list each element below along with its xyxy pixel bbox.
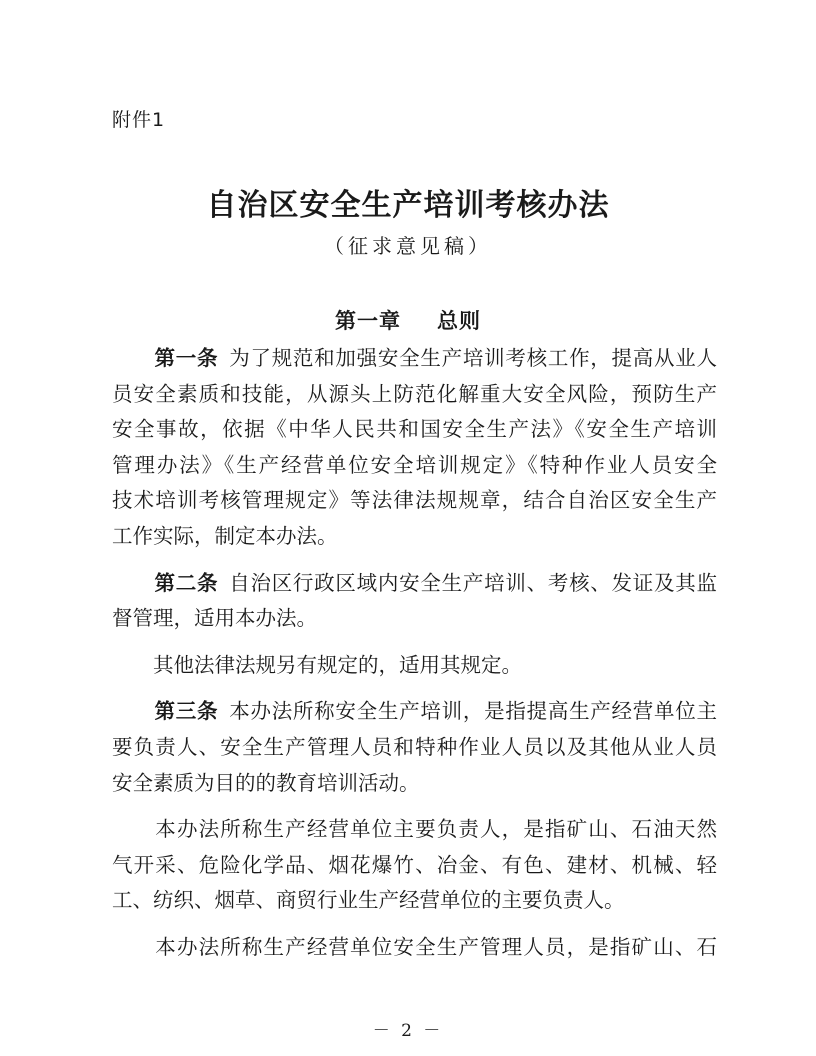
article-1-label: 第一条 — [154, 346, 219, 370]
article-3-p2-line-3: 工、纺织、烟草、商贸行业生产经营单位的主要负责人。 — [112, 888, 625, 913]
document-body — [112, 341, 717, 966]
chapter-name: 总则 — [437, 309, 481, 333]
chapter-number: 第一章 — [335, 309, 401, 333]
article-1-line-3: 安全事故，依据《中华人民共和国安全生产法》《安全生产培训 — [112, 417, 717, 442]
article-3-line-2: 要负责人、安全生产管理人员和特种作业人员以及其他从业人员 — [112, 734, 717, 759]
article-3-p2-line-2: 气开采、危险化学品、烟花爆竹、冶金、有色、建材、机械、轻 — [112, 852, 717, 877]
article-1-line-4: 管理办法》《生产经营单位安全培训规定》《特种作业人员安全 — [112, 452, 717, 477]
attachment-label: 附件1 — [112, 109, 166, 131]
article-3-label: 第三条 — [154, 699, 219, 724]
article-3-p3-line-1: 本办法所称生产经营单位安全生产管理人员，是指矿山、石 — [155, 934, 717, 959]
chapter-heading — [0, 305, 816, 335]
document-title: 自治区安全生产培训考核办法 — [206, 188, 610, 223]
article-3-line-3: 安全素质为目的的教育培训活动。 — [112, 770, 420, 795]
article-2-line-1: 第二条 自治区行政区域内安全生产培训、考核、发证及其监 — [154, 570, 717, 595]
article-1-line-6: 工作实际，制定本办法。 — [112, 523, 338, 548]
article-3-line-1: 第三条 本办法所称安全生产培训，是指提高生产经营单位主 — [154, 699, 717, 724]
article-2-line-2: 督管理，适用本办法。 — [112, 606, 317, 631]
article-1-line-5: 技术培训考核管理规定》等法律法规规章，结合自治区安全生产 — [112, 488, 717, 513]
article-2-paragraph-2: 其他法律法规另有规定的，适用其规定。 — [153, 652, 522, 677]
article-1-line-1: 第一条 为了规范和加强安全生产培训考核工作，提高从业人 — [154, 346, 717, 370]
article-2-label: 第二条 — [154, 570, 219, 595]
document-subtitle: （征求意见稿） — [324, 234, 492, 258]
article-3-p2-line-1: 本办法所称生产经营单位主要负责人，是指矿山、石油天然 — [155, 817, 717, 842]
page-number: － 2 － — [372, 1021, 444, 1041]
article-1-line-2: 员安全素质和技能，从源头上防范化解重大安全风险，预防生产 — [112, 381, 717, 406]
